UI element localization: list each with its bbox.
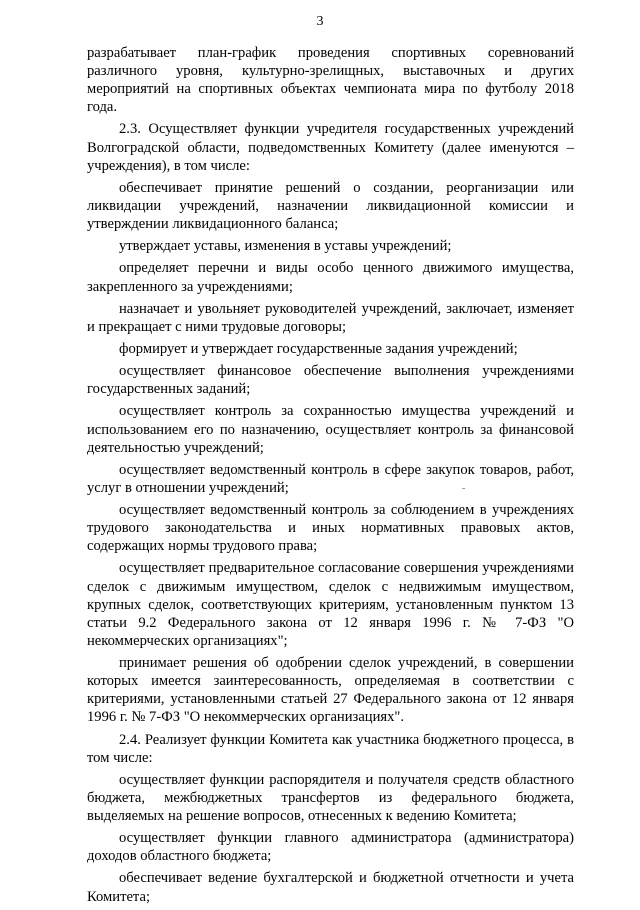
paragraph-continuation: разрабатывает план-график проведения спортивных соревнований различного уровня, культурно-зрелищных, выставочных и других мероприятий на спортивных объектах чемпионата мира по футболу 2018 года. [87, 45, 574, 116]
paragraph-managers: назначает и увольняет руководителей учреждений, заключает, изменяет и прекращает с ними трудовые договоры; [87, 300, 574, 335]
paragraph-reorganization: обеспечивает принятие решений о создании, реорганизации или ликвидации учреждений, назначении ликвидационной комиссии и утверждении ликвидационного баланса; [87, 179, 574, 233]
paragraph-property-lists: определяет перечни и виды особо ценного движимого имущества, закрепленного за учреждениями; [87, 260, 574, 295]
stray-mark: - [462, 483, 466, 494]
paragraph-procurement-control: осуществляет ведомственный контроль в сфере закупок товаров, работ, услуг в отношении учреждений; [87, 461, 574, 496]
page-number: 3 [316, 14, 324, 29]
document-body [87, 44, 574, 910]
paragraph-charters: утверждает уставы, изменения в уставы учреждений; [119, 238, 452, 255]
paragraph-interested-transactions: принимает решения об одобрении сделок учреждений, в совершении которых имеется заинтересованность, определяемая в соответствии с критериями, установленными статьей 27 Федерального закона от 12 января 1996 г. № 7-ФЗ "О некоммерческих организациях". [87, 655, 574, 726]
paragraph-transactions-approval: осуществляет предварительное согласование совершения учреждениями сделок с движимым имуществом, сделок с недвижимым имуществом, крупных сделок, соответствующих критериям, установленным пунктом 13 статьи 9.2 Федерального закона от 12 января 1996 г. № 7-ФЗ "О некоммерческих организациях"; [87, 560, 574, 649]
paragraph-2-4-budget-process: 2.4. Реализует функции Комитета как участника бюджетного процесса, в том числе: [87, 731, 574, 766]
paragraph-2-3-founder-functions: 2.3. Осуществляет функции учредителя государственных учреждений Волгоградской области, подведомственных Комитету (далее именуются – учреждения), в том числе: [87, 121, 574, 174]
paragraph-budget-funds: осуществляет функции распорядителя и получателя средств областного бюджета, межбюджетных трансфертов из федерального бюджета, выделяемых на решение вопросов, отнесенных к ведению Комитета; [87, 771, 574, 824]
paragraph-revenue-administrator: осуществляет функции главного администратора (администратора) доходов областного бюджета; [87, 830, 574, 865]
paragraph-state-tasks: формирует и утверждает государственные задания учреждений; [119, 340, 518, 357]
paragraph-financing: осуществляет финансовое обеспечение выполнения учреждениями государственных заданий; [87, 363, 574, 398]
paragraph-property-control: осуществляет контроль за сохранностью имущества учреждений и использованием его по назначению, осуществляет контроль за финансовой деятельностью учреждений; [87, 403, 574, 456]
paragraph-accounting: обеспечивает ведение бухгалтерской и бюджетной отчетности и учета Комитета; [87, 870, 574, 905]
paragraph-labor-control: осуществляет ведомственный контроль за соблюдением в учреждениях трудового законодательства и иных нормативных правовых актов, содержащих нормы трудового права; [87, 502, 574, 555]
